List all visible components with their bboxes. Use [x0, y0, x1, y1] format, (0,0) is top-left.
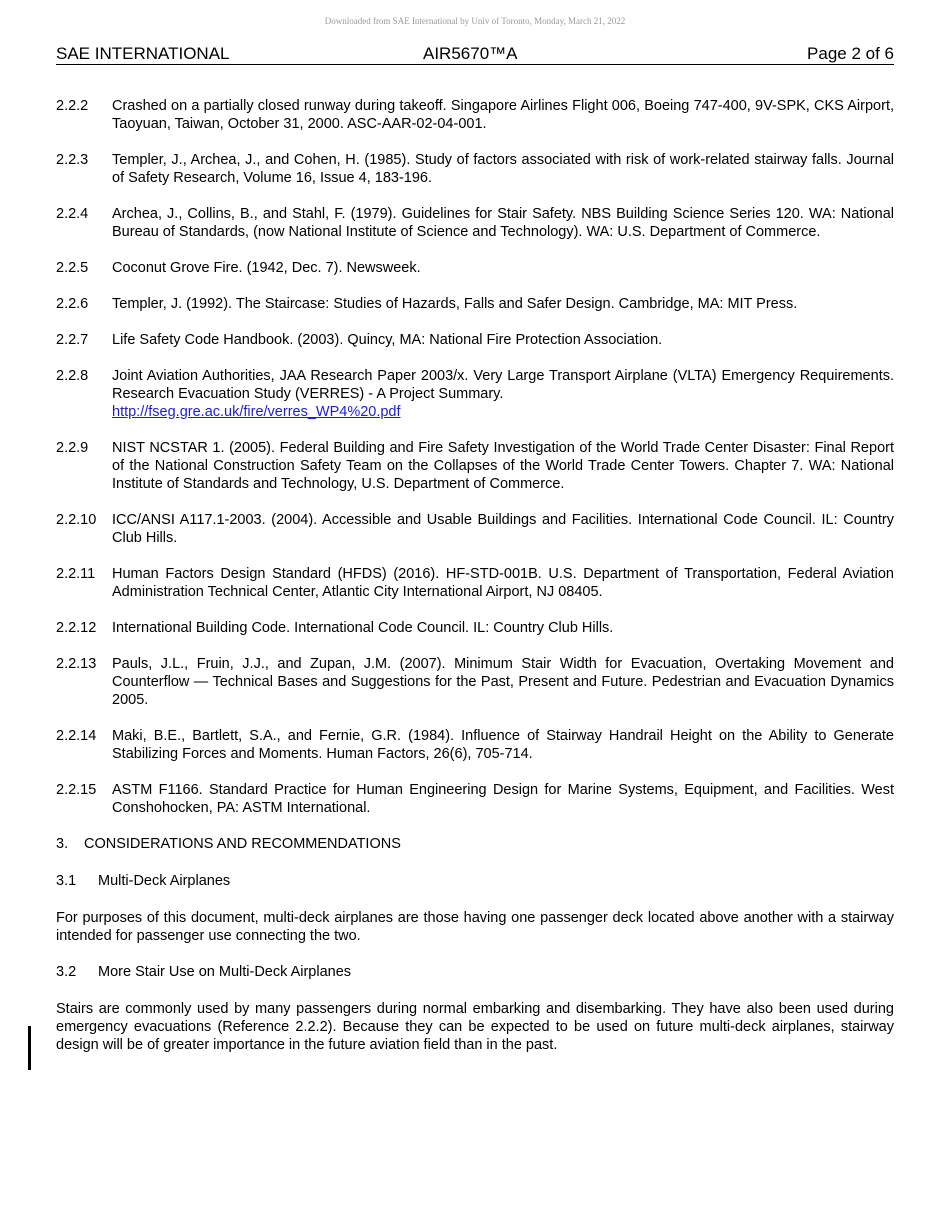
subsection-number: 3.1	[56, 873, 77, 889]
reference-number: 2.2.7	[56, 332, 89, 348]
reference-text: Maki, B.E., Bartlett, S.A., and Fernie, G.R. (1984). Influence of Stairway Handrail Height on the Ability to Generate Stabilizing Forces and Moments. Human Factors, 26(6), 705-714.	[112, 728, 894, 762]
reference-item	[56, 259, 894, 277]
section-title: CONSIDERATIONS AND RECOMMENDATIONS	[84, 836, 401, 852]
section-number: 3.	[56, 836, 69, 852]
reference-text: Human Factors Design Standard (HFDS) (2016). HF-STD-001B. U.S. Department of Transportation, Federal Aviation Administration Technical Center, Atlantic City International Airport, NJ 08405.	[112, 566, 894, 600]
reference-number: 2.2.14	[56, 728, 97, 744]
reference-text: Archea, J., Collins, B., and Stahl, F. (1979). Guidelines for Stair Safety. NBS Building Science Series 120. WA: National Bureau of Standards, (now National Institute of Science and Technology). WA: U.S. Department of Commerce.	[112, 206, 894, 240]
subsection-title: More Stair Use on Multi-Deck Airplanes	[98, 964, 352, 980]
reference-item	[56, 781, 894, 817]
reference-number: 2.2.10	[56, 512, 97, 528]
subsection-title: Multi-Deck Airplanes	[98, 873, 231, 889]
reference-text: Templer, J. (1992). The Staircase: Studies of Hazards, Falls and Safer Design. Cambridge, MA: MIT Press.	[112, 296, 798, 312]
header-document-id: AIR5670™A	[423, 44, 518, 63]
reference-number: 2.2.15	[56, 782, 97, 798]
reference-text: Joint Aviation Authorities, JAA Research Paper 2003/x. Very Large Transport Airplane (VLTA) Emergency Requirements. Research Evacuation Study (VERRES) - A Project Summary.	[112, 368, 894, 402]
reference-number: 2.2.13	[56, 656, 97, 672]
paragraph: Stairs are commonly used by many passengers during normal embarking and disembarking. They have also been used during emergency evacuations (Reference 2.2.2). Because they can be expected to be used on future multi-deck airplanes, stairway design will be of greater importance in the future aviation field than in the past.	[56, 1001, 894, 1053]
section-heading	[56, 835, 894, 853]
subsection-heading	[56, 872, 894, 890]
revision-change-bar	[28, 1026, 31, 1070]
subsection-heading	[56, 963, 894, 981]
reference-item	[56, 97, 894, 133]
reference-number: 2.2.8	[56, 368, 89, 384]
reference-item	[56, 367, 894, 421]
reference-item	[56, 727, 894, 763]
reference-item	[56, 295, 894, 313]
reference-text: International Building Code. International Code Council. IL: Country Club Hills.	[112, 620, 614, 636]
subsection-number: 3.2	[56, 964, 77, 980]
reference-number: 2.2.6	[56, 296, 89, 312]
reference-text: ICC/ANSI A117.1-2003. (2004). Accessible and Usable Buildings and Facilities. International Code Council. IL: Country Club Hills.	[112, 512, 894, 546]
reference-text: Pauls, J.L., Fruin, J.J., and Zupan, J.M. (2007). Minimum Stair Width for Evacuation, Overtaking Movement and Counterflow — Technical Bases and Suggestions for the Past, Present and Future. Pedestrian and Evacuation Dynamics 2005.	[112, 656, 894, 708]
reference-text: Crashed on a partially closed runway during takeoff. Singapore Airlines Flight 006, Boeing 747-400, 9V-SPK, CKS Airport, Taoyuan, Taiwan, October 31, 2000. ASC-AAR-02-04-001.	[112, 98, 894, 132]
reference-item	[56, 655, 894, 709]
document-body	[56, 97, 894, 1072]
paragraph: For purposes of this document, multi-deck airplanes are those having one passenger deck located above another with a stairway intended for passenger use connecting the two.	[56, 910, 894, 944]
reference-number: 2.2.2	[56, 98, 89, 114]
reference-number: 2.2.12	[56, 620, 97, 636]
reference-text: NIST NCSTAR 1. (2005). Federal Building and Fire Safety Investigation of the World Trade Center Disaster: Final Report of the National Construction Safety Team on the Collapses of the World Trade Center Towers. Chapter 7. WA: National Institute of Standards and Technology, U.S. Department of Commerce.	[112, 440, 894, 492]
header-page-number: Page 2 of 6	[807, 44, 894, 63]
reference-text: Life Safety Code Handbook. (2003). Quincy, MA: National Fire Protection Association.	[112, 332, 663, 348]
reference-text: Coconut Grove Fire. (1942, Dec. 7). Newsweek.	[112, 260, 421, 276]
reference-number: 2.2.9	[56, 440, 89, 456]
reference-text-block	[112, 367, 894, 421]
header-organization: SAE INTERNATIONAL	[56, 44, 230, 63]
reference-number: 2.2.5	[56, 260, 89, 276]
reference-item	[56, 565, 894, 601]
reference-item	[56, 331, 894, 349]
reference-item	[56, 205, 894, 241]
reference-number: 2.2.4	[56, 206, 89, 222]
reference-text: Templer, J., Archea, J., and Cohen, H. (1985). Study of factors associated with risk of work-related stairway falls. Journal of Safety Research, Volume 16, Issue 4, 183-196.	[112, 152, 894, 186]
reference-number: 2.2.3	[56, 152, 89, 168]
reference-number: 2.2.11	[56, 566, 96, 582]
reference-item	[56, 439, 894, 493]
reference-link[interactable]: http://fseg.gre.ac.uk/fire/verres_WP4%20.pdf	[112, 404, 401, 420]
reference-text: ASTM F1166. Standard Practice for Human Engineering Design for Marine Systems, Equipment, and Facilities. West Conshohocken, PA: ASTM International.	[112, 782, 894, 816]
download-watermark: Downloaded from SAE International by Univ of Toronto, Monday, March 21, 2022	[324, 16, 626, 26]
reference-item	[56, 151, 894, 187]
page-header	[56, 44, 894, 65]
reference-item	[56, 619, 894, 637]
reference-item	[56, 511, 894, 547]
